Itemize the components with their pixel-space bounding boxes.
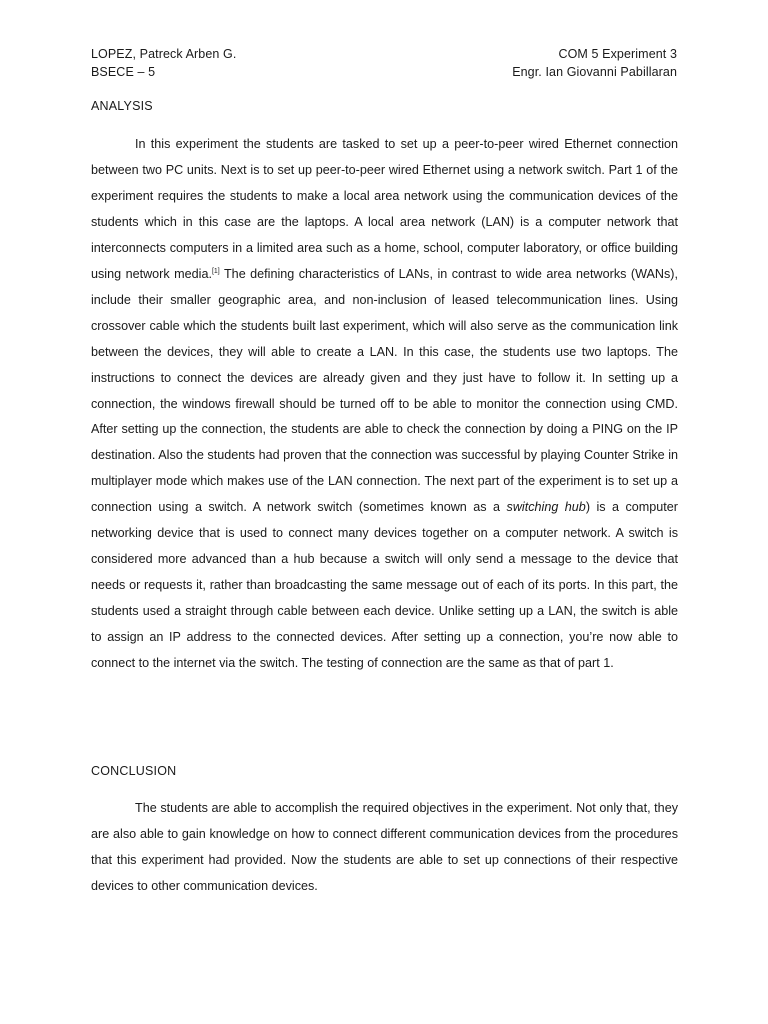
instructor-name: Engr. Ian Giovanni Pabillaran [512,65,677,79]
author-name: LOPEZ, Patreck Arben G. [91,47,237,61]
header-right [512,45,677,81]
course-section: BSECE – 5 [91,65,156,79]
conclusion-paragraph: The students are able to accomplish the required objectives in the experiment. Not only that, they are also able to gain knowledge on how to connect different communication devices from the procedures that this experiment had provided. Now the students are able to set up connections of their respective devices to other communication devices. [91,801,678,893]
analysis-text-part-1: In this experiment the students are tasked to set up a peer-to-peer wired Ethernet connection between two PC units. Next is to set up peer-to-peer wired Ethernet using a network switch. Part 1 of the experiment requires the students to make a local area network using the communication devices of the students which in this case are the laptops. A local area network (LAN) is a computer network that interconnects computers in a limited area such as a home, school, computer laboratory, or office building using network media. [91,137,678,281]
conclusion-heading: CONCLUSION [91,764,177,778]
italic-term: switching hub [506,500,586,515]
analysis-text-part-3: ) is a computer networking device that is used to connect many devices together on a computer network. A switch is considered more advanced than a hub because a switch will only send a message to the device that needs or requests it, rather than broadcasting the same message out of each of its ports. In this part, the students used a straight through cable between each device. Unlike setting up a LAN, the switch is able to assign an IP address to the connected devices. After setting up a connection, you’re now able to connect to the internet via the switch. The testing of connection are the same as that of part 1. [91,500,678,671]
citation-marker: [1] [211,267,220,275]
header-left [91,45,236,81]
analysis-heading: ANALYSIS [91,99,153,113]
analysis-paragraph [91,132,678,677]
analysis-text-part-2: The defining characteristics of LANs, in contrast to wide area networks (WANs), include their smaller geographic area, and non-inclusion of leased telecommunication lines. Using crossover cable which the students built last experiment, which will also serve as the communication link between the devices, they will able to create a LAN. In this case, the students use two laptops. The instructions to connect the devices are already given and they just have to follow it. In setting up a connection, the windows firewall should be turned off to be able to monitor the connection using CMD. After setting up the connection, the students are able to check the connection by doing a PING on the IP destination. Also the students had proven that the connection was successful by playing Counter Strike in multiplayer mode which makes use of the LAN connection. The next part of the experiment is to set up a connection using a switch. A network switch (sometimes known as a [91,266,678,515]
experiment-title: COM 5 Experiment 3 [558,47,677,61]
